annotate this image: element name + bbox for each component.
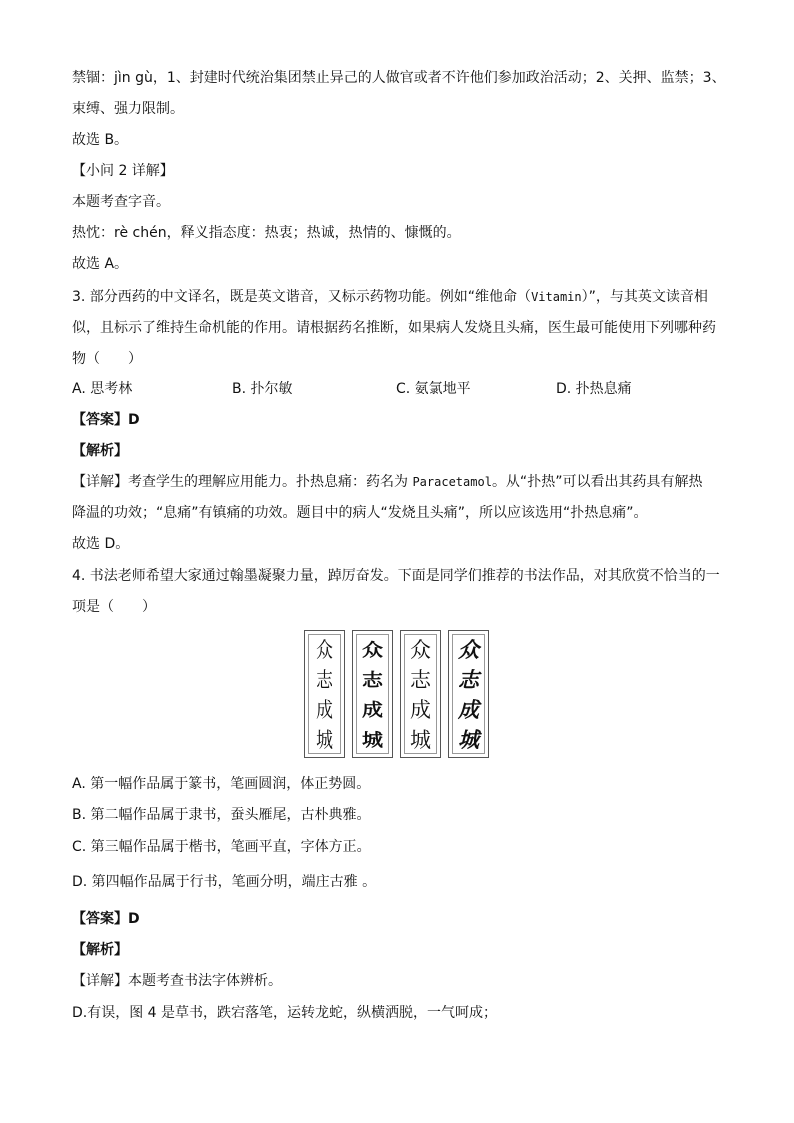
calligraphy-char: 众: [410, 638, 431, 662]
question-3-line-2: 似，且标示了维持生命机能的作用。请根据药名推断，如果病人发烧且头痛，医生最可能使用下列哪种药: [72, 320, 716, 336]
text-line: 束缚、强力限制。: [72, 101, 184, 117]
question-4-line-1: 4. 书法老师希望大家通过翰墨凝聚力量，踔厉奋发。下面是同学们推荐的书法作品，对其欣赏不恰当的一: [72, 568, 720, 584]
question-4-line-2: 项是（ ）: [72, 599, 156, 615]
calligraphy-char: 志: [316, 668, 333, 692]
q3-option-d: D. 扑热息痛: [556, 381, 632, 397]
calligraphy-char: 成: [458, 697, 479, 722]
detail-text-tail: 。从“扑热”可以看出其药具有解热: [491, 474, 703, 490]
answer-label: 【答案】D: [72, 412, 140, 428]
text-line: 禁锢：jìn gù，1、封建时代统治集团禁止异己的人做官或者不许他们参加政治活动；2、关押、监禁；3、: [72, 70, 726, 86]
q3-option-a: A. 思考林: [72, 381, 133, 397]
calligraphy-panel-seal: [304, 630, 345, 758]
calligraphy-char: 成: [316, 698, 333, 722]
section-heading: 【小问 2 详解】: [72, 163, 174, 179]
calligraphy-char: 城: [410, 728, 431, 752]
detail-line-1: [72, 472, 702, 492]
analysis-label: 【解析】: [72, 942, 128, 958]
calligraphy-char: 城: [316, 728, 333, 752]
calligraphy-panel-clerical: [352, 630, 393, 758]
calligraphy-char: 城: [362, 728, 383, 751]
paracetamol-word: Paracetamol: [412, 475, 492, 489]
calligraphy-char: 众: [316, 638, 333, 662]
q4-option-a: A. 第一幅作品属于篆书，笔画圆润，体正势圆。: [72, 776, 371, 792]
calligraphy-char: 众: [458, 637, 479, 662]
question-3-line-3: 物（ ）: [72, 351, 142, 367]
detail-line: 【详解】本题考查书法字体辨析。: [72, 973, 282, 989]
calligraphy-char: 成: [410, 698, 431, 722]
text-line: 故选 B。: [72, 132, 129, 148]
calligraphy-char: 志: [410, 668, 431, 692]
analysis-label: 【解析】: [72, 443, 128, 459]
calligraphy-panel-regular: [400, 630, 441, 758]
calligraphy-panel-cursive: [448, 630, 489, 758]
text-line: 故选 A。: [72, 256, 129, 272]
detail-line: D.有误，图 4 是草书，跌宕落笔，运转龙蛇，纵横洒脱，一气呵成；: [72, 1005, 498, 1021]
calligraphy-char: 众: [362, 638, 383, 661]
q3-option-c: C. 氨氯地平: [396, 381, 471, 397]
q3-option-b: B. 扑尔敏: [232, 381, 293, 397]
calligraphy-char: 成: [362, 698, 383, 721]
question-3-text: 3. 部分西药的中文译名，既是英文谐音，又标示药物功能。例如“维他命（: [72, 289, 532, 305]
calligraphy-char: 志: [458, 667, 479, 692]
detail-text: 【详解】考查学生的理解应用能力。扑热息痛：药名为: [72, 474, 413, 490]
question-3-text-tail: ）”，与其英文读音相: [581, 289, 708, 305]
calligraphy-char: 城: [458, 727, 479, 752]
calligraphy-char: 志: [362, 668, 383, 691]
q4-option-b: B. 第二幅作品属于隶书，蚕头雁尾，古朴典雅。: [72, 807, 371, 823]
answer-label: 【答案】D: [72, 911, 140, 927]
text-line: 本题考查字音。: [72, 194, 170, 210]
detail-line-2: 降温的功效；“息痛”有镇痛的功效。题目中的病人“发烧且头痛”，所以应该选用“扑热息痛”。: [72, 505, 648, 521]
q4-option-c: C. 第三幅作品属于楷书，笔画平直，字体方正。: [72, 839, 371, 855]
text-line: 热忱：rè chén，释义指态度：热衷；热诚，热情的、慷慨的。: [72, 225, 461, 241]
calligraphy-figure: [304, 630, 490, 758]
detail-line-3: 故选 D。: [72, 536, 130, 552]
q4-option-d: D. 第四幅作品属于行书，笔画分明，端庄古雅 。: [72, 874, 377, 890]
vitamin-word: Vitamin: [531, 290, 582, 304]
question-3-line-1: [72, 287, 708, 307]
